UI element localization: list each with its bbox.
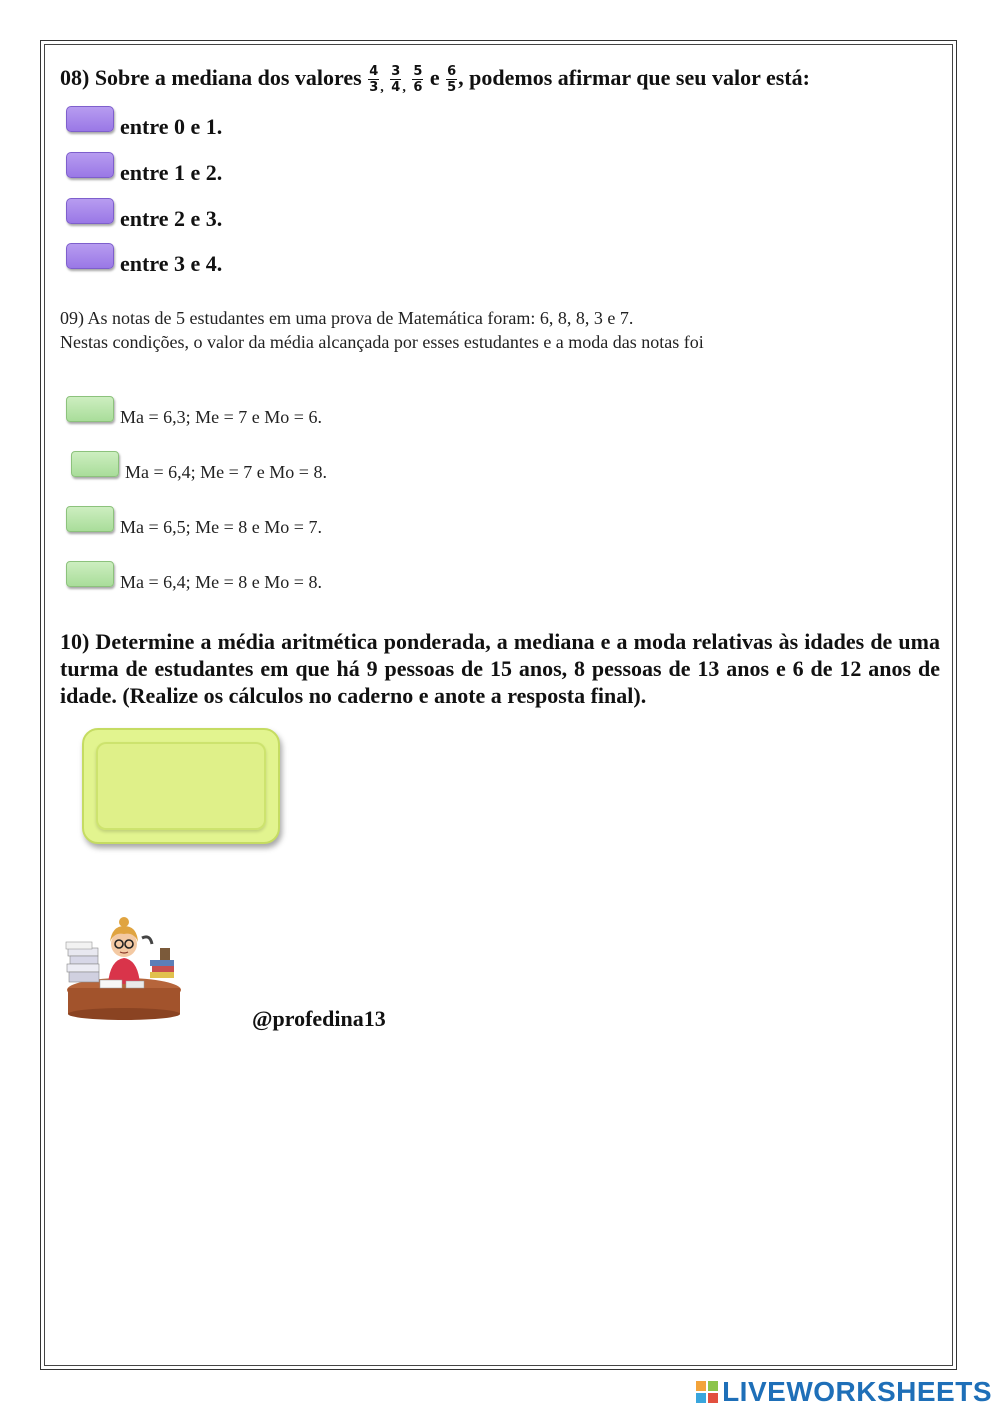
question-08-prompt: 08) Sobre a mediana dos valores $\frac{4}{3}$ $_,$ $\frac{3}{4}$ $_,$ $\frac{5}{6}$ e $\frac{6}{5}$ , podemos afirmar que seu valor está: [60, 64, 810, 96]
question-10-prompt: 10) Determine a média aritmética ponderada, a mediana e a moda relativas às idades de uma turma de estudantes em que há 9 pessoas de 15 anos, 8 pessoas de 13 anos e 6 de 12 anos de idade. (Realize os cálculos no caderno e anote a resposta final). [60, 629, 940, 708]
and-word: e [429, 65, 440, 90]
fraction-2: $\frac{3}{4}$ [391, 64, 401, 96]
q08-option-2[interactable]: entre 1 e 2. [66, 160, 222, 186]
q09-option-1-checkbox[interactable] [66, 396, 114, 422]
q08-option-4[interactable]: entre 3 e 4. [66, 251, 222, 277]
question-08-prefix: 08) Sobre a mediana dos valores [60, 65, 362, 90]
liveworksheets-brand[interactable] [696, 1376, 992, 1408]
q09-option-3[interactable]: Ma = 6,5; Me = 8 e Mo = 7. [66, 514, 322, 540]
q09-option-2-checkbox[interactable] [71, 451, 119, 477]
q09-option-4-checkbox[interactable] [66, 561, 114, 587]
q08-option-3[interactable]: entre 2 e 3. [66, 206, 222, 232]
q08-option-4-checkbox[interactable] [66, 243, 114, 269]
q08-option-3-checkbox[interactable] [66, 198, 114, 224]
q09-option-2[interactable]: Ma = 6,4; Me = 7 e Mo = 8. [71, 459, 327, 485]
author-credit: @profedina13 [252, 1006, 386, 1031]
q09-option-1[interactable]: Ma = 6,3; Me = 7 e Mo = 6. [66, 404, 322, 430]
q09-option-3-checkbox[interactable] [66, 506, 114, 532]
q09-option-4[interactable]: Ma = 6,4; Me = 8 e Mo = 8. [66, 569, 322, 595]
q08-option-1[interactable]: entre 0 e 1. [66, 114, 222, 140]
fraction-1: $\frac{4}{3}$ [369, 64, 379, 96]
question-09-prompt: 09) As notas de 5 estudantes em uma prova de Matemática foram: 6, 8, 8, 3 e 7. Nestas condições, o valor da média alcançada por esses estudantes e a moda das notas foi [60, 308, 704, 352]
q10-answer-input[interactable] [82, 728, 280, 844]
answer-input-inner[interactable] [96, 742, 266, 830]
q08-option-1-checkbox[interactable] [66, 106, 114, 132]
teacher-at-desk-icon [64, 908, 186, 1022]
brand-name: LIVEWORKSHEETS [722, 1376, 992, 1407]
fraction-4: $\frac{6}{5}$ [447, 64, 457, 96]
fraction-3: $\frac{5}{6}$ [413, 64, 423, 96]
question-08-suffix: , podemos afirmar que seu valor está: [458, 65, 810, 90]
liveworksheets-logo-icon [696, 1381, 718, 1403]
q08-option-2-checkbox[interactable] [66, 152, 114, 178]
